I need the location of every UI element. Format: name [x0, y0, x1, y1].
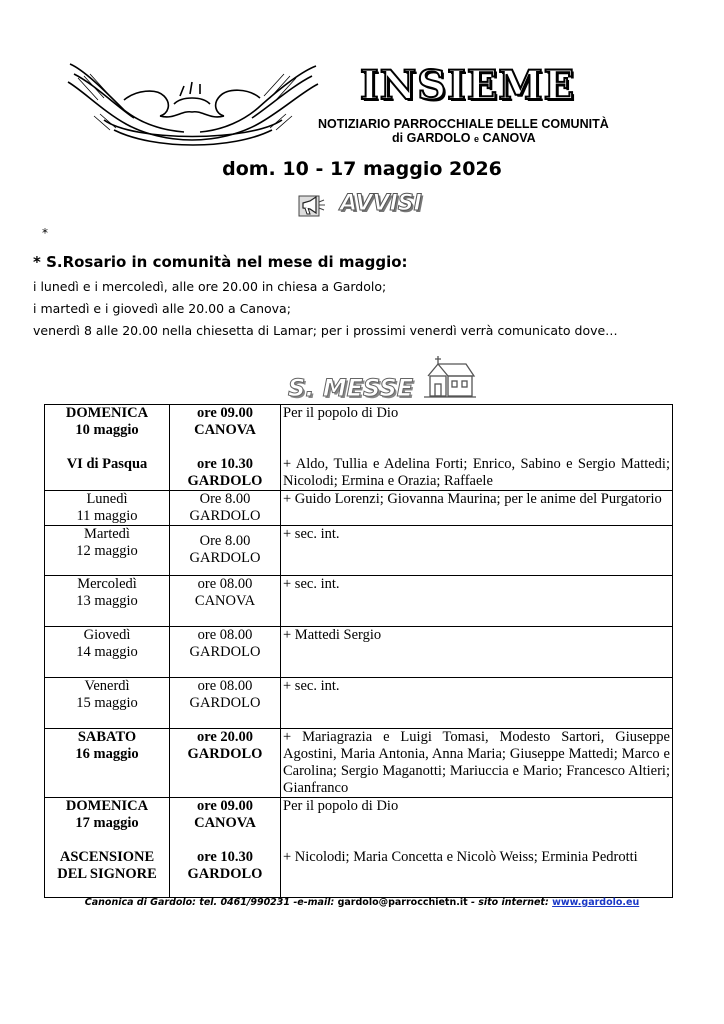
newsletter-communities: [392, 131, 536, 145]
intention-text: Per il popolo di Dio: [283, 405, 399, 421]
mass-time: ore 20.00: [196, 729, 254, 745]
day-name: Mercoledì: [77, 576, 137, 592]
time-cell: [170, 491, 281, 526]
rosario-line: i martedì e i giovedì alle 20.00 a Canova;: [33, 301, 291, 316]
table-row: [45, 798, 673, 898]
mass-place: CANOVA: [194, 422, 256, 438]
day-name: Lunedì: [86, 491, 128, 507]
liturgical-day: DEL SIGNORE: [57, 866, 157, 882]
table-row: [45, 678, 673, 729]
liturgical-day: VI di Pasqua: [66, 456, 148, 472]
time-cell: [170, 678, 281, 729]
day-cell: [45, 576, 170, 627]
intention-cell: [281, 798, 673, 898]
mass-place: GARDOLO: [189, 508, 261, 524]
day-name: SABATO: [77, 729, 137, 745]
bullet-marker: *: [42, 226, 48, 240]
date-range: dom. 10 - 17 maggio 2026: [222, 158, 502, 180]
day-date: 17 maggio: [75, 815, 139, 831]
table-row: [45, 627, 673, 678]
day-name: DOMENICA: [65, 798, 149, 814]
intention-text: + Aldo, Tullia e Adelina Forti; Enrico, Sabino e Sergio Mattedi; Nicolodi; Ermina e Orazia; Raffaele: [283, 456, 670, 489]
footer-email[interactable]: gardolo@parrocchietn.it: [337, 897, 468, 908]
newsletter-subtitle: NOTIZIARIO PARROCCHIALE DELLE COMUNITÀ: [318, 117, 609, 131]
day-cell: [45, 405, 170, 491]
day-date: 16 maggio: [75, 746, 139, 762]
footer-contacts: [0, 897, 724, 908]
day-cell: [45, 798, 170, 898]
intention-cell: + Mariagrazia e Luigi Tomasi, Modesto Sartori, Giuseppe Agostini, Maria Antonia, Anna Maria; Giuseppe Mattedi; Marco e Carolina; Sergio Maganotti; Mariuccia e Mario; Francesco Altieri; Gianfranco: [281, 729, 673, 798]
day-date: 10 maggio: [75, 422, 139, 438]
day-cell: [45, 627, 170, 678]
day-date: 13 maggio: [76, 593, 138, 609]
mass-time: ore 10.30: [196, 456, 254, 472]
footer-site-label: - sito internet:: [470, 897, 549, 908]
table-row: [45, 526, 673, 576]
praying-hands-illustration: [64, 60, 322, 148]
day-cell: [45, 678, 170, 729]
mass-schedule-table: [44, 404, 673, 898]
intention-cell: + Guido Lorenzi; Giovanna Maurina; per le anime del Purgatorio: [281, 491, 673, 526]
day-name: DOMENICA: [65, 405, 149, 421]
time-cell: [170, 576, 281, 627]
day-date: 14 maggio: [76, 644, 138, 660]
day-cell: [45, 526, 170, 576]
day-name: Venerdì: [84, 678, 130, 694]
footer-phone-text: Canonica di Gardolo: tel. 0461/990231 -e-mail:: [84, 897, 335, 908]
rosario-line: i lunedì e i mercoledì, alle ore 20.00 in chiesa a Gardolo;: [33, 279, 387, 294]
mass-time: Ore 8.00: [199, 533, 251, 549]
mass-place: CANOVA: [194, 815, 256, 831]
mass-time: ore 09.00: [196, 798, 254, 814]
mass-place: GARDOLO: [187, 746, 263, 762]
megaphone-icon: [298, 193, 326, 219]
mass-place: GARDOLO: [189, 644, 261, 660]
mass-time: ore 10.30: [196, 849, 254, 865]
table-row: [45, 491, 673, 526]
time-cell: [170, 627, 281, 678]
day-date: 11 maggio: [76, 508, 138, 524]
community-canova: CANOVA: [482, 131, 536, 145]
day-name: Martedì: [84, 526, 130, 542]
messe-heading: S. MESSE: [288, 374, 414, 402]
mass-place: GARDOLO: [189, 550, 261, 566]
footer-website-link[interactable]: www.gardolo.eu: [552, 897, 640, 908]
liturgical-day: ASCENSIONE: [59, 849, 155, 865]
mass-place: GARDOLO: [187, 866, 263, 882]
rosario-title: * S.Rosario in comunità nel mese di maggio:: [33, 253, 408, 271]
time-cell: [170, 405, 281, 491]
time-cell: [170, 729, 281, 798]
mass-place: CANOVA: [194, 593, 256, 609]
intention-text: + Nicolodi; Maria Concetta e Nicolò Weiss; Erminia Pedrotti: [283, 849, 638, 865]
day-date: 15 maggio: [76, 695, 138, 711]
mass-time: ore 09.00: [196, 405, 254, 421]
conjunction: e: [473, 134, 479, 144]
mass-place: GARDOLO: [187, 473, 263, 489]
day-cell: [45, 729, 170, 798]
intention-cell: + sec. int.: [281, 526, 673, 576]
community-gardolo: di GARDOLO: [392, 131, 471, 145]
mass-time: ore 08.00: [197, 576, 253, 592]
intention-text: Per il popolo di Dio: [283, 798, 399, 814]
rosario-line: venerdì 8 alle 20.00 nella chiesetta di Lamar; per i prossimi venerdì verrà comunicato dove…: [33, 323, 618, 338]
mass-time: ore 08.00: [197, 627, 253, 643]
day-date: 12 maggio: [76, 543, 138, 559]
intention-cell: + sec. int.: [281, 678, 673, 729]
intention-cell: + sec. int.: [281, 576, 673, 627]
mass-time: Ore 8.00: [199, 491, 251, 507]
table-row: [45, 729, 673, 798]
intention-cell: [281, 405, 673, 491]
table-row: [45, 576, 673, 627]
day-cell: [45, 491, 170, 526]
day-name: Giovedì: [83, 627, 131, 643]
table-row: [45, 405, 673, 491]
church-icon: [424, 354, 476, 400]
mass-time: ore 08.00: [197, 678, 253, 694]
intention-cell: + Mattedi Sergio: [281, 627, 673, 678]
time-cell: [170, 526, 281, 576]
avvisi-heading: AVVISI: [340, 191, 422, 216]
mass-place: GARDOLO: [189, 695, 261, 711]
newsletter-title: INSIEME: [360, 62, 576, 109]
time-cell: [170, 798, 281, 898]
